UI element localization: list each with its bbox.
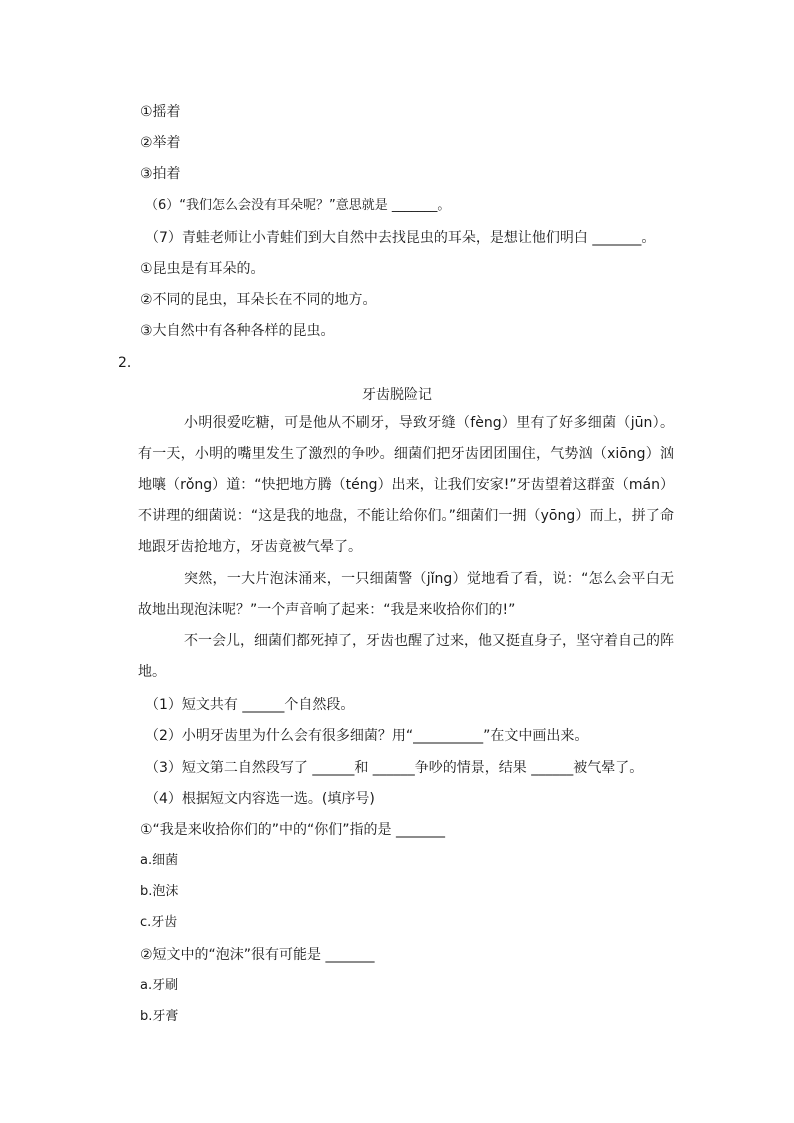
- option-2: ②举着: [140, 135, 181, 151]
- paragraph-2: 突然，一大片泡沫涌来，一只细菌警（jǐng）觉地看了看，说：“怎么会平白无故地出现泡沫呢？”一个声音响了起来：“我是来收拾你们的!”: [138, 571, 674, 618]
- q7-option-3: ③大自然中有各种各样的昆虫。: [140, 323, 335, 339]
- question-6: （6）“我们怎么会没有耳朵呢？”意思就是 _______。: [145, 198, 451, 213]
- q4-1-option-a: a.细菌: [140, 853, 179, 868]
- question-b2: （2）小明牙齿里为什么会有很多细菌？用“__________”在文中画出来。: [145, 728, 589, 744]
- question-b4-1: ①“我是来收拾你们的”中的“你们”指的是 _______: [140, 822, 446, 838]
- option-1: ①摇着: [140, 104, 181, 120]
- q7-option-2: ②不同的昆虫，耳朵长在不同的地方。: [140, 292, 377, 308]
- q4-2-option-b: b.牙膏: [140, 1009, 179, 1024]
- option-3: ③拍着: [140, 166, 181, 182]
- passage-title: 牙齿脱险记: [362, 387, 432, 403]
- question-7: （7）青蛙老师让小青蛙们到大自然中去找昆虫的耳朵，是想让他们明白 _______。: [145, 230, 656, 246]
- question-b4-2: ②短文中的“泡沫”很有可能是 _______: [140, 947, 375, 963]
- paragraph-3: 不一会儿，细菌们都死掉了，牙齿也醒了过来，他又挺直身子，坚守着自己的阵地。: [138, 633, 674, 680]
- paragraph-1: 小明很爱吃糖，可是他从不刷牙，导致牙缝（fèng）里有了好多细菌（jūn）。有一天，小明的嘴里发生了激烈的争吵。细菌们把牙齿团团围住，气势汹（xiōng）汹地嚷（rǒng）道：“快把地方腾（téng）出来，让我们安家!”牙齿望着这群蛮（mán）不讲理的细菌说：“这是我的地盘，不能让给你们。”细菌们一拥（yōng）而上，拼了命地跟牙齿抢地方，牙齿竟被气晕了。: [138, 415, 674, 555]
- question-b1: （1）短文共有 ______个自然段。: [145, 697, 355, 713]
- question-number: 2．: [118, 355, 141, 371]
- q7-option-1: ①昆虫是有耳朵的。: [140, 261, 265, 277]
- q4-1-option-c: c.牙齿: [140, 915, 178, 930]
- q4-1-option-b: b.泡沫: [140, 884, 179, 899]
- question-b4: （4）根据短文内容选一选。(填序号): [145, 791, 375, 807]
- q4-2-option-a: a.牙刷: [140, 978, 179, 993]
- question-b3: （3）短文第二自然段写了 ______和 ______争吵的情景，结果 ______被气晕了。: [145, 760, 644, 776]
